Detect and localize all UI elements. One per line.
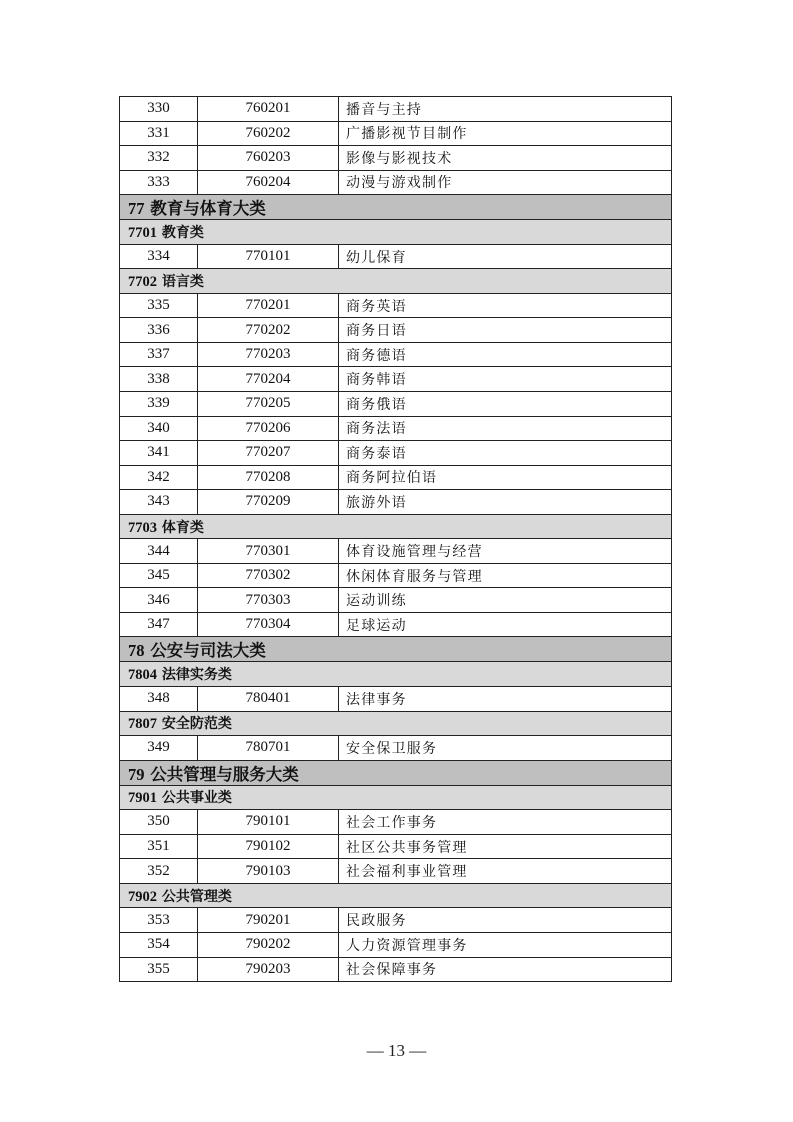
program-code: 760203 [198, 146, 339, 171]
row-number: 336 [120, 318, 198, 343]
row-number: 349 [120, 736, 198, 761]
program-name: 人力资源管理事务 [339, 932, 672, 957]
table-row [120, 392, 672, 417]
program-code: 770302 [198, 563, 339, 588]
program-name: 商务阿拉伯语 [339, 465, 672, 490]
table-row [120, 932, 672, 957]
program-name: 动漫与游戏制作 [339, 170, 672, 195]
row-number: 347 [120, 612, 198, 637]
table-body [120, 97, 672, 982]
program-code: 790103 [198, 859, 339, 884]
row-number: 334 [120, 244, 198, 269]
category-name: 公共事业类 [161, 790, 232, 807]
program-name: 播音与主持 [339, 97, 672, 122]
table-row [120, 97, 672, 122]
program-code: 770304 [198, 612, 339, 637]
program-code: 790203 [198, 957, 339, 982]
category-name: 体育类 [161, 519, 204, 536]
table-row [120, 293, 672, 318]
major-category-row [120, 760, 672, 785]
program-name: 社会福利事业管理 [339, 859, 672, 884]
category-code: 79 [128, 764, 145, 784]
program-name: 社会工作事务 [339, 810, 672, 835]
program-name: 幼儿保育 [339, 244, 672, 269]
category-name: 法律实务类 [161, 667, 232, 684]
program-code: 770209 [198, 490, 339, 515]
subcategory-heading [120, 269, 672, 294]
program-name: 运动训练 [339, 588, 672, 613]
table-row [120, 416, 672, 441]
row-number: 351 [120, 834, 198, 859]
table-row [120, 687, 672, 712]
program-name: 商务日语 [339, 318, 672, 343]
program-code: 760202 [198, 121, 339, 146]
category-name: 教育类 [161, 224, 204, 241]
page-number: — 13 — [366, 1041, 427, 1060]
subcategory-heading [120, 883, 672, 908]
major-category-row [120, 637, 672, 662]
category-code: 7902 [128, 888, 157, 905]
subcategory-row [120, 269, 672, 294]
row-number: 339 [120, 392, 198, 417]
program-name: 商务泰语 [339, 441, 672, 466]
program-code: 790102 [198, 834, 339, 859]
program-name: 商务英语 [339, 293, 672, 318]
category-name: 公共管理类 [161, 888, 232, 905]
category-name: 公共管理与服务大类 [150, 764, 299, 784]
subcategory-row [120, 514, 672, 539]
row-number: 332 [120, 146, 198, 171]
table-row [120, 563, 672, 588]
table-row [120, 465, 672, 490]
category-code: 7703 [128, 519, 157, 536]
row-number: 330 [120, 97, 198, 122]
program-code: 770202 [198, 318, 339, 343]
major-category-heading [120, 760, 672, 785]
program-code: 760204 [198, 170, 339, 195]
program-code: 790202 [198, 932, 339, 957]
subcategory-heading [120, 785, 672, 810]
table-row [120, 834, 672, 859]
row-number: 333 [120, 170, 198, 195]
category-code: 7701 [128, 224, 157, 241]
table-row [120, 957, 672, 982]
program-code: 790101 [198, 810, 339, 835]
program-catalog-table [119, 96, 672, 982]
major-category-heading [120, 195, 672, 220]
table-row [120, 146, 672, 171]
program-name: 广播影视节目制作 [339, 121, 672, 146]
program-code: 770204 [198, 367, 339, 392]
category-name: 教育与体育大类 [150, 199, 266, 219]
major-category-heading [120, 637, 672, 662]
subcategory-row [120, 662, 672, 687]
row-number: 353 [120, 908, 198, 933]
program-name: 商务韩语 [339, 367, 672, 392]
row-number: 341 [120, 441, 198, 466]
row-number: 337 [120, 342, 198, 367]
program-code: 770101 [198, 244, 339, 269]
program-name: 安全保卫服务 [339, 736, 672, 761]
program-code: 770208 [198, 465, 339, 490]
program-code: 770207 [198, 441, 339, 466]
subcategory-row [120, 883, 672, 908]
table-row [120, 441, 672, 466]
program-name: 商务法语 [339, 416, 672, 441]
row-number: 350 [120, 810, 198, 835]
program-name: 民政服务 [339, 908, 672, 933]
category-name: 语言类 [161, 274, 204, 291]
table-row [120, 736, 672, 761]
table-row [120, 244, 672, 269]
program-code: 760201 [198, 97, 339, 122]
subcategory-row [120, 711, 672, 736]
program-code: 770206 [198, 416, 339, 441]
row-number: 338 [120, 367, 198, 392]
row-number: 352 [120, 859, 198, 884]
table-row [120, 121, 672, 146]
table-row [120, 367, 672, 392]
category-code: 7807 [128, 716, 157, 733]
category-code: 7702 [128, 274, 157, 291]
row-number: 335 [120, 293, 198, 318]
category-name: 安全防范类 [161, 716, 232, 733]
category-name: 公安与司法大类 [150, 641, 266, 661]
program-code: 780701 [198, 736, 339, 761]
row-number: 342 [120, 465, 198, 490]
program-name: 休闲体育服务与管理 [339, 563, 672, 588]
program-code: 770301 [198, 539, 339, 564]
program-name: 体育设施管理与经营 [339, 539, 672, 564]
table-row [120, 490, 672, 515]
subcategory-row [120, 220, 672, 245]
row-number: 344 [120, 539, 198, 564]
table-row [120, 810, 672, 835]
program-code: 770203 [198, 342, 339, 367]
row-number: 348 [120, 687, 198, 712]
major-category-row [120, 195, 672, 220]
program-name: 商务俄语 [339, 392, 672, 417]
row-number: 340 [120, 416, 198, 441]
program-code: 790201 [198, 908, 339, 933]
table-row [120, 908, 672, 933]
table-row [120, 859, 672, 884]
program-name: 商务德语 [339, 342, 672, 367]
subcategory-heading [120, 514, 672, 539]
category-code: 7804 [128, 667, 157, 684]
program-name: 社区公共事务管理 [339, 834, 672, 859]
program-code: 770303 [198, 588, 339, 613]
table-row [120, 588, 672, 613]
category-code: 78 [128, 641, 145, 661]
row-number: 355 [120, 957, 198, 982]
table-row [120, 170, 672, 195]
row-number: 345 [120, 563, 198, 588]
program-name: 旅游外语 [339, 490, 672, 515]
row-number: 343 [120, 490, 198, 515]
table-row [120, 342, 672, 367]
program-name: 社会保障事务 [339, 957, 672, 982]
row-number: 354 [120, 932, 198, 957]
category-code: 77 [128, 199, 145, 219]
table-row [120, 539, 672, 564]
subcategory-heading [120, 711, 672, 736]
program-name: 法律事务 [339, 687, 672, 712]
program-code: 770201 [198, 293, 339, 318]
program-code: 770205 [198, 392, 339, 417]
program-name: 足球运动 [339, 612, 672, 637]
subcategory-row [120, 785, 672, 810]
table-row [120, 318, 672, 343]
category-code: 7901 [128, 790, 157, 807]
row-number: 331 [120, 121, 198, 146]
subcategory-heading [120, 662, 672, 687]
program-code: 780401 [198, 687, 339, 712]
row-number: 346 [120, 588, 198, 613]
table-row [120, 612, 672, 637]
program-name: 影像与影视技术 [339, 146, 672, 171]
subcategory-heading [120, 220, 672, 245]
